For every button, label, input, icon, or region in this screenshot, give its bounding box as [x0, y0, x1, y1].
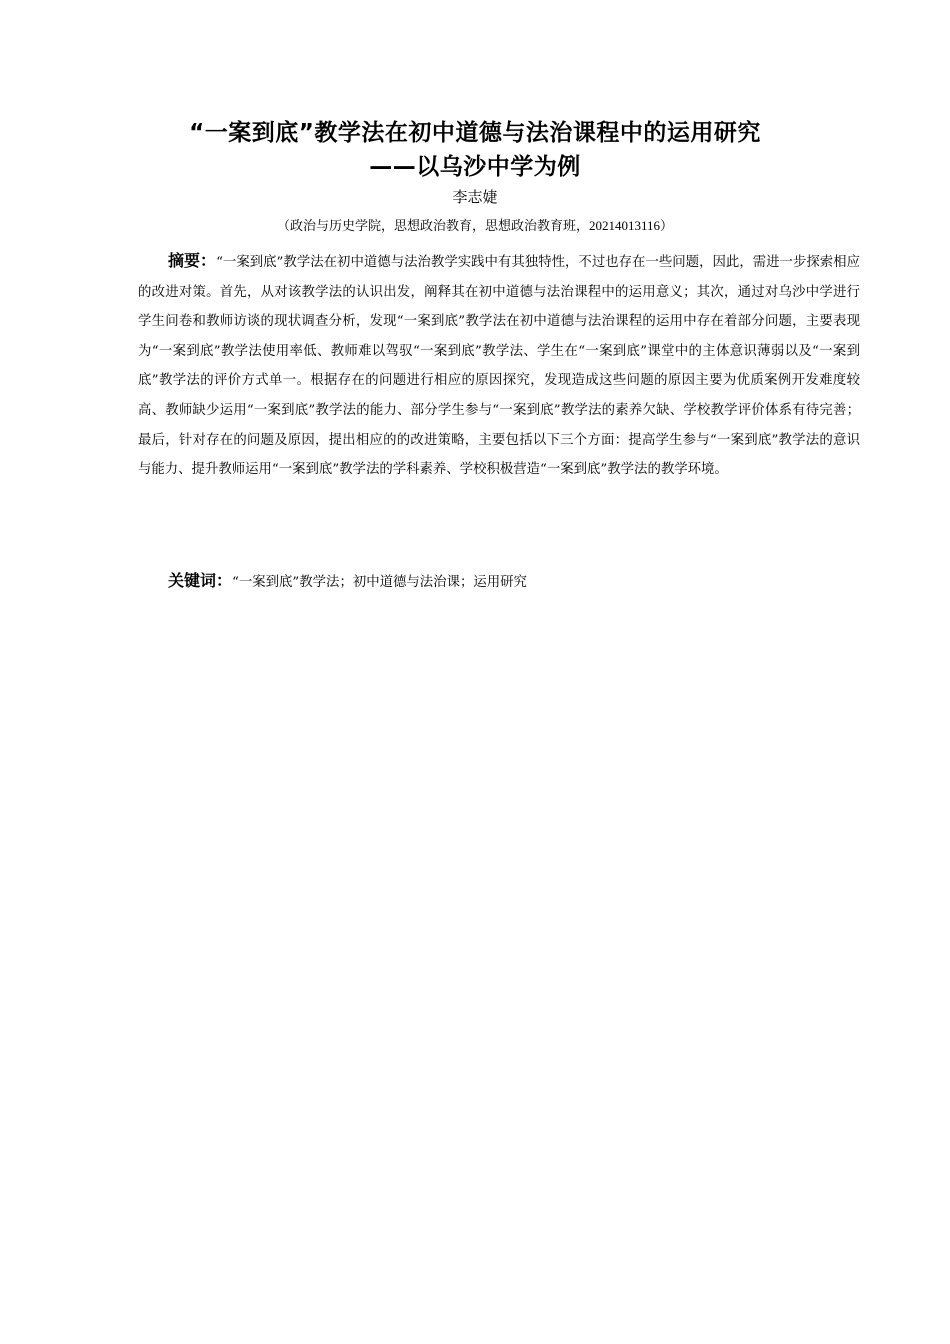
abstract-paragraph — [138, 246, 860, 485]
paper-title: “一案到底”教学法在初中道德与法治课程中的运用研究 — [189, 120, 761, 146]
author-affiliation: （政治与历史学院，思想政治教育，思想政治教育班，20214013116） — [276, 218, 674, 233]
keywords-text: “一案到底”教学法；初中道德与法治课；运用研究 — [232, 575, 527, 590]
keywords-label: 关键词： — [168, 571, 233, 590]
abstract-text: “一案到底”教学法在初中道德与法治教学实践中有其独特性，不过也存在一些问题，因此，需进一步探索相应的改进对策。首先，从对该教学法的认识出发，阐释其在初中道德与法治课程中的运用意义；其次，通过对乌沙中学进行学生问卷和教师访谈的现状调查分析，发现“一案到底”教学法在初中道德与法治课程的运用中存在着部分问题，主要表现为“一案到底”教学法使用率低、教师难以驾驭“一案到底”教学法、学生在“一案到底”课堂中的主体意识薄弱以及“一案到底”教学法的评价方式单一。根据存在的问题进行相应的原因探究，发现造成这些问题的原因主要为优质案例开发难度较高、教师缺少运用“一案到底”教学法的能力、部分学生参与“一案到底”教学法的素养欠缺、学校教学评价体系有待完善；最后，针对存在的问题及原因，提出相应的的改进策略，主要包括以下三个方面：提高学生参与“一案到底”教学法的意识与能力、提升教师运用“一案到底”教学法的学科素养、学校积极营造“一案到底”教学法的教学环境。 — [138, 255, 860, 478]
keywords-paragraph — [138, 566, 860, 598]
author-name: 李志婕 — [452, 188, 498, 206]
paper-subtitle: ——以乌沙中学为例 — [369, 154, 581, 180]
abstract-label: 摘要： — [168, 251, 217, 270]
